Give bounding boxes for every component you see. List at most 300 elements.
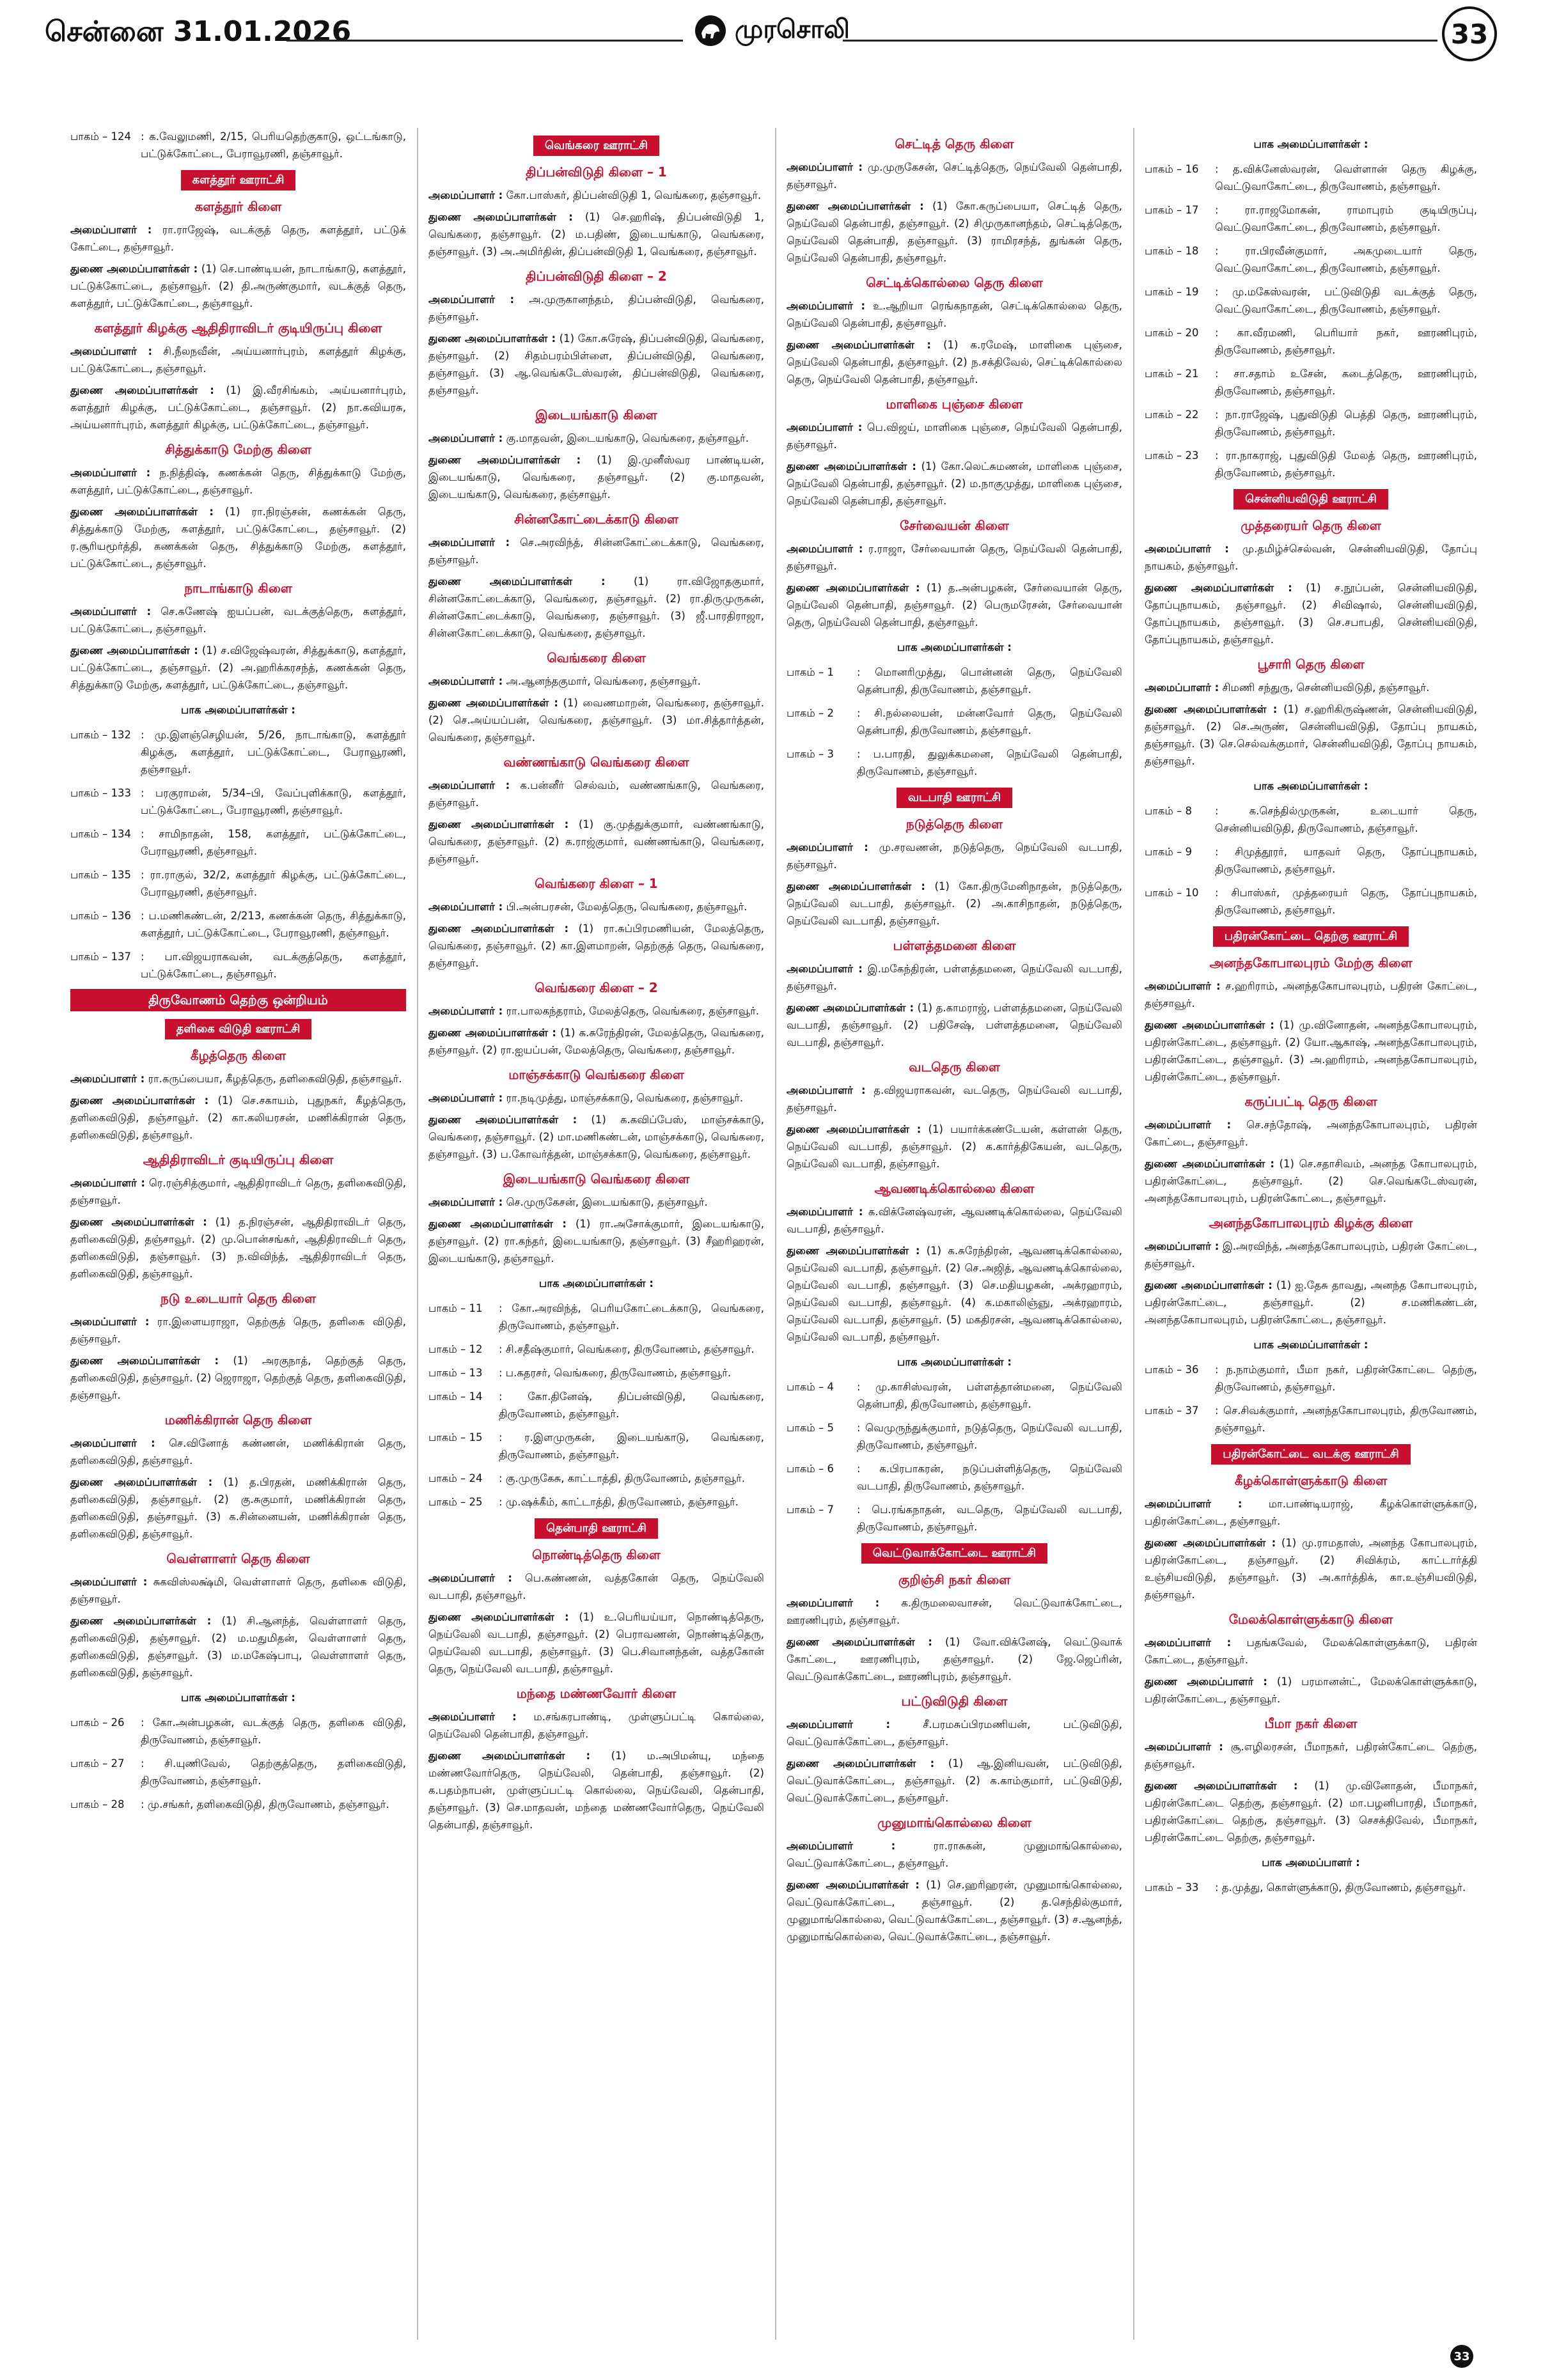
booth-number: பாகம் – 26 <box>70 1716 125 1729</box>
booth-number: பாகம் – 11 <box>428 1302 483 1314</box>
member-entry <box>787 297 1122 332</box>
member-details: (1) த.அன்பழகன், சேர்வையான் தெரு, நெய்வேலி தென்பாதி, தஞ்சாவூர். (2) பெருமரேசன், சேர்வையான் தெரு, நெய்வேலி தென்பாதி, தஞ்சாவூர். <box>787 582 1122 628</box>
booth-entry <box>787 704 1122 739</box>
member-entry <box>787 336 1122 388</box>
booth-number: பாகம் – 124 <box>70 130 131 143</box>
booth-agent-details: : கோ.அன்பழகன், வடக்குத் தெரு, தளிகை விடுதி, திருவோணம், தஞ்சாவூர். <box>141 1716 406 1746</box>
booth-section-label: பாக அமைப்பாளர்கள் : <box>1253 780 1368 792</box>
masthead <box>0 0 1543 64</box>
booth-entry <box>1145 324 1477 359</box>
panchayat-heading-text: வடபாதி ஊராட்சி <box>897 788 1012 808</box>
member-entry <box>428 1708 764 1743</box>
member-details: (1) செ.சதாசிவம், அனந்த கோபாலபுரம், பதிரன்கோட்டை, தஞ்சாவூர். (2) செ.வெங்கடேஸ்வரன், அனந்தகோபாலபுரம், பதிரன்கோட்டை, தஞ்சாவூர். <box>1145 1158 1477 1204</box>
role-label: அமைப்பாளர் : <box>1145 1240 1219 1252</box>
member-entry <box>70 1092 406 1144</box>
panchayat-heading <box>428 1518 764 1539</box>
branch-heading: மணிக்கிரான் தெரு கிளை <box>164 1412 312 1427</box>
booth-number: பாகம் – 24 <box>428 1472 483 1484</box>
member-entry <box>787 1633 1122 1685</box>
member-entry <box>428 1747 764 1833</box>
booth-entry <box>70 1755 406 1789</box>
role-label: துணை அமைப்பாளர்கள் : <box>1145 582 1292 594</box>
booth-number: பாகம் – 28 <box>70 1798 125 1810</box>
member-details: ரா.பாலகந்தராம், மேலத்தெரு, வெங்கரை, தஞ்சாவூர். <box>506 1005 760 1017</box>
member-details: (1) பயார்க்கண்டேயன், கள்ளன் தெரு, நெய்வேலி வடபாதி, தஞ்சாவூர். (2) க.கார்த்திகேயன், வடதெரு, நெய்வேலி வடபாதி, தஞ்சாவூர். <box>787 1123 1122 1170</box>
role-label: துணை அமைப்பாளர்கள் : <box>70 384 214 396</box>
booth-number: பாகம் – 1 <box>787 666 834 678</box>
member-details: ர.ராஜா, சேர்வையான் தெரு, நெய்வேலி தென்பாதி, தஞ்சாவூர். <box>787 543 1122 572</box>
panchayat-heading <box>787 1543 1122 1564</box>
role-label: துணை அமைப்பாளர்கள் : <box>1145 1279 1273 1291</box>
member-entry <box>70 1435 406 1469</box>
member-details: அ.ஆனந்தகுமார், வெங்கரை, தஞ்சாவூர். <box>506 675 701 687</box>
union-heading: திருவோணம் தெற்கு ஒன்றியம் <box>70 989 406 1011</box>
member-entry <box>428 1215 764 1267</box>
booth-number: பாகம் – 27 <box>70 1757 125 1769</box>
member-details: க.பன்னீர் செல்வம், வண்ணங்காடு, வெங்கரை, தஞ்சாவூர். <box>428 779 764 809</box>
booth-agent-details: : சா.சதாம் உசேன், கடைத்தெரு, ஊரணிபுரம், திருவோணம், தஞ்சாவூர். <box>1215 368 1477 397</box>
member-details: (1) க.சுரேந்திரன், மேலத்தெரு, வெங்கரை, தஞ்சாவூர். (2) ரா.ஐயப்பன், மேலத்தெரு, வெங்கரை, தஞ்சாவூர். <box>428 1027 764 1056</box>
member-details: (1) இ.வீரசிங்கம், அய்யனார்புரம், களத்தூர் கிழக்கு, பட்டுக்கோட்டை, தஞ்சாவூர். (2) நா.கவியரசு, அய்யனார்புரம், களத்தூர் கிழக்கு, பட்டுக்கோட்டை, தஞ்சாவூர். <box>70 384 406 431</box>
booth-entry <box>1145 406 1477 440</box>
booth-agent-details: : வெமுருந்துக்குமார், நடுத்தெரு, நெய்வேலி வடபாதி, திருவோணம், தஞ்சாவூர். <box>857 1422 1122 1451</box>
member-entry <box>1145 977 1477 1012</box>
booth-number: பாகம் – 33 <box>1145 1881 1199 1894</box>
member-entry <box>428 430 764 447</box>
role-label: அமைப்பாளர் : <box>428 1711 517 1723</box>
issue-date: சென்னை 31.01.2026 <box>45 15 352 48</box>
member-details: (1) ரா.சுப்பிரமணியன், மேலத்தெரு, வெங்கரை, தஞ்சாவூர். (2) கா.இளமாறன், தெற்குத் தெரு, வெங்கரை, தஞ்சாவூர். <box>428 922 764 969</box>
booth-agent-details: : ரா.நாகராஜ், புதுவிடுதி மேலத் தெரு, ஊரணிபுரம், திருவோணம், தஞ்சாவூர். <box>1215 449 1477 479</box>
booth-agent-details: : கு.முருகேசு, காட்டாத்தி, திருவோணம், தஞ்சாவூர். <box>499 1472 745 1484</box>
role-label: அமைப்பாளர் : <box>428 1572 512 1584</box>
member-entry <box>787 999 1122 1051</box>
member-details: இ.அரவிந்த், அனந்தகோபாலபுரம், பதிரன் கோட்டை, தஞ்சாவூர். <box>1145 1240 1477 1270</box>
member-details: ரா.நடிமுத்து, மாஞ்சக்காடு, வெங்கரை, தஞ்சாவூர். <box>506 1092 744 1104</box>
booth-entry <box>1145 802 1477 837</box>
member-details: ரெ.ரஞ்சித்குமார், ஆதிதிராவிடர் தெரு, தளிகைவிடுதி, தஞ்சாவூர். <box>70 1177 406 1206</box>
booth-section-label: பாக அமைப்பாளர் : <box>1262 1856 1360 1869</box>
booth-entry <box>70 866 406 901</box>
booth-number: பாகம் – 5 <box>787 1422 834 1434</box>
masthead-rule-right <box>843 40 1437 42</box>
member-entry <box>787 960 1122 995</box>
member-details: (1) க.சுரேந்திரன், ஆவணடிக்கொல்லை, நெய்வேலி வடபாதி, தஞ்சாவூர். (2) செ.அஜித், ஆவணடிக்கொல்லை, நெய்வேலி வடபாதி, தஞ்சாவூர். (3) செ.மதியழகன், அக்ரஹாரம், நெய்வேலி வடபாதி, தஞ்சாவூர். (4) க.மகாலிஞ்ஞு, அக்ரஹாரம், நெய்வேலி வடபாதி, தஞ்சாவூர். (5) மகதிரசன், ஆவணடிக்கொல்லை, நெய்வேலி வடபாதி, தஞ்சாவூர். <box>787 1245 1122 1343</box>
branch-heading: குறிஞ்சி நகர் கிளை <box>898 1572 1011 1587</box>
branch-heading: கீழத்தெரு கிளை <box>190 1048 286 1063</box>
booth-number: பாகம் – 136 <box>70 910 131 922</box>
booth-number: பாகம் – 133 <box>70 787 131 799</box>
role-label: அமைப்பாளர் : <box>70 224 152 236</box>
member-entry <box>787 878 1122 929</box>
member-entry <box>428 777 764 811</box>
booth-agent-details: : சாமிநாதன், 158, களத்தூர், பட்டுக்கோட்டை, பேராவூரணி, தஞ்சாவூர். <box>141 828 406 857</box>
booth-agent-details: : ரா.ராகுல், 32/2, களத்தூர் கிழக்கு, பட்டுக்கோட்டை, பேராவூரணி, தஞ்சாவூர். <box>141 869 406 898</box>
member-details: (1) ரா.விஜோதகுமார், சின்னகோட்டைக்காடு, வெங்கரை, தஞ்சாவூர். (2) ரா.திருமுருகன், சின்னகோட்டைக்காடு, வெங்கரை, தஞ்சாவூர். (3) ஜீ.பாரதிராஜா, சின்னகோட்டைக்காடு, வெங்கரை, தஞ்சாவூர். <box>428 575 764 639</box>
member-details: செ.வினோத் கண்ணன், மணிக்கிரான் தெரு, தளிகைவிடுதி, தஞ்சாவூர். <box>70 1437 406 1466</box>
panchayat-heading <box>1145 926 1477 947</box>
member-details: (1) ச.நூப்பன், சென்னியவிடுதி, தோப்புநாயகம், தஞ்சாவூர். (2) சிவிஷால், சென்னியவிடுதி, தோப்புநாயகம், தஞ்சாவூர். (3) செ.சபாபதி, சென்னியவிடுதி, தோப்புநாயகம், தஞ்சாவூர். <box>1145 582 1477 646</box>
member-details: க.திருமலைவாசன், வெட்டுவாக்கோட்டை, ஊரணிபுரம், தஞ்சாவூர். <box>787 1597 1122 1626</box>
booth-agent-details: : நா.ராஜேஷ், புதுவிடுதி பெத்தி தெரு, ஊரணிபுரம், திருவோணம், தஞ்சாவூர். <box>1215 408 1477 438</box>
role-label: துணை அமைப்பாளர்கள் : <box>1145 1019 1274 1031</box>
panchayat-heading-text: களத்தூர் ஊராட்சி <box>181 170 296 191</box>
member-details: (1) ஆ.இனியவன், பட்டுவிடுதி, வெட்டுவாக்கோட்டை, தஞ்சாவூர். (2) க.காம்குமார், பட்டுவிடுதி, வெட்டுவாக்கோட்டை, தஞ்சாவூர். <box>787 1757 1122 1804</box>
member-details: சிமணி சந்துரு, சென்னியவிடுதி, தஞ்சாவூர். <box>1222 681 1430 694</box>
panchayat-heading-text: சென்னியவிடுதி ஊராட்சி <box>1234 489 1388 509</box>
role-label: அமைப்பாளர் : <box>428 293 515 306</box>
member-entry <box>787 1876 1122 1945</box>
role-label: அமைப்பாளர் : <box>1145 1637 1232 1649</box>
member-entry <box>1145 1016 1477 1085</box>
branch-heading: முத்தரையர் தெரு கிளை <box>1241 518 1381 533</box>
member-entry <box>70 1213 406 1282</box>
role-label: துணை அமைப்பாளர்கள் : <box>70 263 198 275</box>
branch-heading: மாளிகை புஞ்சை கிளை <box>886 396 1023 412</box>
branch-heading: கருப்பட்டி தெரு கிளை <box>1244 1094 1377 1109</box>
branch-heading: மாஞ்சக்காடு வெங்கரை கிளை <box>508 1067 684 1082</box>
member-entry <box>787 579 1122 631</box>
booth-number: பாகம் – 18 <box>1145 245 1199 257</box>
booth-section-label: பாக அமைப்பாளர்கள் : <box>181 1692 295 1704</box>
member-entry <box>787 1121 1122 1172</box>
booth-entry <box>428 1341 764 1358</box>
role-label: துணை அமைப்பாளர்கள் : <box>70 506 214 518</box>
member-details: (1) ரா.அசோக்குமார், இடையங்காடு, தஞ்சாவூர். (2) ரா.கந்தர், இடையங்காடு, தஞ்சாவூர். (3) சீஹரிஹரன், இடையங்காடு, தஞ்சாவூர். <box>428 1218 764 1264</box>
column-divider <box>417 128 418 2340</box>
booth-entry <box>787 664 1122 698</box>
member-entry <box>1145 1116 1477 1151</box>
member-details: ரா.இளையராஜா, தெற்குத் தெரு, தளிகை விடுதி, தஞ்சாவூர். <box>70 1316 406 1345</box>
role-label: துணை அமைப்பாளர்கள் : <box>70 1615 212 1627</box>
role-label: துணை அமைப்பாளர்கள் : <box>428 697 558 709</box>
role-label: அமைப்பாளர் : <box>428 1196 503 1208</box>
branch-heading: திப்பன்விடுதி கிளை – 2 <box>526 268 667 284</box>
booth-number: பாகம் – 14 <box>428 1390 483 1403</box>
member-entry <box>428 1002 764 1020</box>
booth-agent-details: : மு.இளஞ்செழியன், 5/26, நாடாங்காடு, களத்தூர் கிழக்கு, களத்தூர், பட்டுக்கோட்டை, பேராவூரணி, தஞ்சாவூர். <box>141 729 406 775</box>
role-label: அமைப்பாளர் : <box>428 901 503 913</box>
booth-agent-details: : ரா.ராஜமோகன், ராமாபுரம் குடியிருப்பு, வெட்டுவாகோட்டை, திருவோணம், தஞ்சாவூர். <box>1215 204 1477 233</box>
role-label: துணை அமைப்பாளர்கள் : <box>70 644 198 657</box>
member-entry <box>428 898 764 915</box>
member-details: (1) க.ரமேஷ், மாளிகை புஞ்சை, நெய்வேலி தென்பாதி, தஞ்சாவூர். (2) ந.சக்திவேல், செட்டிக்கொல்லை தெரு, நெய்வேலி தென்பாதி, தஞ்சாவூர். <box>787 339 1122 385</box>
member-details: க.விக்னேஷ்வரன், ஆவணடிக்கொல்லை, நெய்வேலி வடபாதி, தஞ்சாவூர். <box>787 1206 1122 1235</box>
branch-heading: கீழக்கொள்ளுக்காடு கிளை <box>1234 1473 1388 1488</box>
booth-entry <box>787 1419 1122 1454</box>
role-label: துணை அமைப்பாளர்கள் : <box>428 1611 569 1623</box>
branch-heading: அனந்தகோபாலபுரம் மேற்கு கிளை <box>1209 955 1413 970</box>
booth-number: பாகம் – 134 <box>70 828 131 840</box>
booth-number: பாகம் – 8 <box>1145 805 1192 817</box>
booth-number: பாகம் – 25 <box>428 1496 483 1508</box>
branch-heading: நடுத்தெரு கிளை <box>905 816 1003 832</box>
booth-agent-details: : மொனரிமுத்து, பொன்னன் தெரு, நெய்வேலி தென்பாதி, திருவோணம், தஞ்சாவூர். <box>857 666 1122 696</box>
booth-section-label: பாக அமைப்பாளர்கள் : <box>1253 1339 1368 1351</box>
booth-section-label: பாக அமைப்பாளர்கள் : <box>897 641 1012 653</box>
booth-number: பாகம் – 135 <box>70 869 131 881</box>
member-details: (1) செ.சகாயம், புதுநகர், கீழத்தெரு, தளிகைவிடுதி, தஞ்சாவூர். (2) கா.கலியரசன், மணிக்கிரான் தெரு, தளிகைவிடுதி, தஞ்சாவூர். <box>70 1094 406 1141</box>
branch-heading: பூசாரி தெரு கிளை <box>1257 657 1365 672</box>
member-entry <box>70 1573 406 1608</box>
booth-agent-details: : க.வேலுமணி, 2/15, பெரியதெற்குகாடு, ஒட்டங்காடு, பட்டுக்கோட்டை, பேராவூரணி, தஞ்சாவூர். <box>141 130 406 160</box>
booth-entry <box>428 1364 764 1381</box>
branch-heading: களத்தூர் கிளை <box>194 199 282 214</box>
member-details: (1) உ.பெரியய்யா, நொண்டித்தெரு, நெய்வேலி வடபாதி, தஞ்சாவூர். (2) பெராவணன், நொண்டித்தெரு, நெய்வேலி வடபாதி, தஞ்சாவூர். (3) பெ.சிவானந்தன், வத்தகோன் தெரு, நெய்வேலி வடபாதி, தஞ்சாவூர். <box>428 1611 764 1675</box>
booth-entry <box>1145 447 1477 481</box>
booth-agent-details: : மு.மகேஸ்வரன், பட்டுவிடுதி வடக்குத் தெரு, வெட்டுவாகோட்டை, திருவோணம், தஞ்சாவூர். <box>1215 286 1477 315</box>
member-entry <box>428 673 764 690</box>
booth-agent-details: : சிமுத்தூரர், யாதவர் தெரு, தோப்புநாயகம், திருவோணம், தஞ்சாவூர். <box>1215 846 1477 875</box>
booth-entry <box>70 907 406 942</box>
panchayat-heading-text: பதிரன்கோட்டை வடக்கு ஊராட்சி <box>1211 1444 1411 1465</box>
role-label: துணை அமைப்பாளர்கள் : <box>787 880 925 892</box>
member-entry <box>1145 1534 1477 1603</box>
role-label: அமைப்பாளர் : <box>428 779 510 791</box>
role-label: அமைப்பாளர் : <box>428 189 503 201</box>
member-entry <box>428 1608 764 1677</box>
booth-entry <box>787 745 1122 780</box>
booth-number: பாகம் – 6 <box>787 1463 834 1475</box>
booth-agent-details: : ப.மணிகண்டன், 2/213, கணக்கன் தெரு, சித்துக்காடு, களத்தூர், பட்டுக்கோட்டை, பேராவூரணி, தஞ்சாவூர். <box>141 910 406 939</box>
branch-heading: சித்துக்காடு மேற்கு கிளை <box>165 442 311 457</box>
column-2 <box>428 128 764 2333</box>
branch-heading: களத்தூர் கிழக்கு ஆதிதிராவிடர் குடியிருப்பு கிளை <box>94 320 382 336</box>
role-label: அமைப்பாளர் : <box>70 1073 145 1085</box>
booth-entry <box>1145 884 1477 919</box>
branch-heading: ஆதிதிராவிடர் குடியிருப்பு கிளை <box>143 1152 334 1167</box>
member-details: (1) த.நிரஞ்சன், ஆதிதிராவிடர் தெரு, தளிகைவிடுதி, தஞ்சாவூர். (2) மு.பொன்சங்கர், ஆதிதிராவிடர் தெரு, தளிகைவிடுதி, தஞ்சாவூர். (3) ந.விவிந்த், ஆதிதிராவிடர் தெரு, தளிகைவிடுதி, தஞ்சாவூர். <box>70 1216 406 1280</box>
booth-agent-details: : மு.சங்கர், தளிகைவிடுதி, திருவோணம், தஞ்சாவூர். <box>141 1798 389 1810</box>
booth-entry <box>428 1300 764 1334</box>
member-entry <box>1145 1777 1477 1846</box>
booth-section-label: பாக அமைப்பாளர்கள் : <box>181 704 295 716</box>
branch-heading: வடதெரு கிளை <box>909 1059 1000 1075</box>
role-label: துணை அமைப்பாளர் : <box>1145 1676 1268 1688</box>
column-3 <box>787 128 1122 2333</box>
member-details: (1) மு.ராமதாஸ், அனந்த கோபாலபுரம், பதிரன்கோட்டை, தஞ்சாவூர். (2) சிவிக்ரம், காட்டார்த்தி உஞ்சியவிடுதி, தஞ்சாவூர். (3) அ.கார்த்திக், கா.உஞ்சியவிடுதி, தஞ்சாவூர். <box>1145 1537 1477 1601</box>
member-details: ந.நித்திஷ், கணக்கன் தெரு, சித்துக்காடு மேற்கு, களத்தூர், பட்டுக்கோட்டை, தஞ்சாவூர். <box>70 467 406 496</box>
booth-agent-details: : பெ.ரங்கநாதன், வடதெரு, நெய்வேலி வடபாதி, திருவோணம், தஞ்சாவூர். <box>857 1504 1122 1533</box>
branch-heading: சேர்வையன் கிளை <box>900 518 1009 533</box>
role-label: துணை அமைப்பாளர்கள் : <box>787 1757 935 1769</box>
member-details: (1) செ.ஹரிஹரன், முனுமாங்கொல்லை, வெட்டுவாக்கோட்டை, தஞ்சாவூர். (2) த.செந்தில்குமார், முனுமாங்கொல்லை, வெட்டுவாக்கோட்டை, தஞ்சாவூர். (3) ச.ஆனந்த், முனுமாங்கொல்லை, வெட்டுவாக்கோட்டை, தஞ்சாவூர். <box>787 1879 1122 1943</box>
member-entry <box>787 198 1122 267</box>
footer-page-number: 33 <box>1450 2345 1473 2368</box>
role-label: அமைப்பாளர் : <box>70 1177 146 1189</box>
booth-entry <box>70 1714 406 1748</box>
role-label: துணை அமைப்பாளர்கள் : <box>428 332 556 345</box>
booth-number: பாகம் – 15 <box>428 1431 483 1443</box>
member-entry <box>787 458 1122 509</box>
branch-heading: மந்தை மண்ணவோர் கிளை <box>516 1686 677 1701</box>
role-label: அமைப்பாளர் : <box>428 675 503 687</box>
member-details: (1) செ.ஹரிஷ், திப்பன்விடுதி 1, வெங்கரை, தஞ்சாவூர். (2) ம.பதிண், இடையங்காடு, வெங்கரை, தஞ்சாவூர். (3) அ.அமிர்தின், திப்பன்விடுதி 1, வெங்கரை, தஞ்சாவூர். <box>428 211 764 258</box>
booth-entry <box>1145 843 1477 878</box>
member-entry <box>1145 1738 1477 1773</box>
booth-agent-details: : கா.வீரமணி, பெரியார் நகர், ஊரணிபுரம், திருவோணம், தஞ்சாவூர். <box>1215 327 1477 356</box>
paper-name-block <box>694 12 850 50</box>
member-entry <box>787 1837 1122 1872</box>
role-label: அமைப்பாளர் : <box>787 1597 880 1609</box>
booth-agent-details: : ப.பாரதி, துலுக்கமனை, நெய்வேலி தென்பாதி, திருவோணம், தஞ்சாவூர். <box>857 748 1122 777</box>
member-entry <box>428 208 764 260</box>
branch-heading: நடு உடையார் தெரு கிளை <box>160 1291 317 1306</box>
branch-heading: முனுமாங்கொல்லை கிளை <box>877 1815 1031 1830</box>
branch-heading: வெங்கரை கிளை – 2 <box>535 980 658 995</box>
booth-section-label: பாக அமைப்பாளர்கள் : <box>1253 138 1368 150</box>
member-entry <box>428 1569 764 1604</box>
member-entry <box>428 291 764 325</box>
member-details: செ.அரவிந்த், சின்னகோட்டைக்காடு, வெங்கரை, தஞ்சாவூர். <box>428 536 764 566</box>
booth-entry <box>1145 283 1477 318</box>
role-label: அமைப்பாளர் : <box>428 1005 503 1017</box>
role-label: அமைப்பாளர் : <box>1145 543 1229 555</box>
member-details: (1) செ.பாண்டியன், நாடாங்காடு, களத்தூர், பட்டுக்கோட்டை, தஞ்சாவூர். (2) தி.அருண்குமார், வடக்குத் தெரு, களத்தூர், பட்டுக்கோட்டை, தஞ்சாவூர். <box>70 263 406 309</box>
role-label: துணை அமைப்பாளர்கள் : <box>787 339 932 351</box>
branch-heading: செட்டித் தெரு கிளை <box>895 136 1014 152</box>
booth-agent-details: : க.பிரபாகரன், நடுப்பள்ளித்தெரு, நெய்வேலி வடபாதி, திருவோணம், தஞ்சாவூர். <box>857 1463 1122 1492</box>
booth-entry <box>1145 1879 1477 1896</box>
member-entry <box>428 1089 764 1107</box>
panchayat-heading-text: தளிகை விடுதி ஊராட்சி <box>165 1019 312 1039</box>
role-label: துணை அமைப்பாளர்கள் : <box>787 582 920 594</box>
member-details: (1) கோ.திருமேனிநாதன், நடுத்தெரு, நெய்வேலி வடபாதி, தஞ்சாவூர். (2) அ.காசிநாதன், நடுத்தெரு, நெய்வேலி வடபாதி, தஞ்சாவூர். <box>787 880 1122 927</box>
role-label: அமைப்பாளர் : <box>787 1206 863 1218</box>
booth-number: பாகம் – 21 <box>1145 368 1199 380</box>
role-label: அமைப்பாளர் : <box>428 432 503 444</box>
member-details: மு.தமிழ்ச்செல்வன், சென்னியவிடுதி, தோப்பு நாயகம், தஞ்சாவூர். <box>1145 543 1477 572</box>
booth-agent-details: : மு.காசிஸ்வரன், பள்ளத்தான்மனை, நெய்வேலி தென்பாதி, திருவோணம், தஞ்சாவூர். <box>857 1381 1122 1410</box>
masthead-rule-left <box>286 40 683 42</box>
booth-number: பாகம் – 12 <box>428 1343 483 1355</box>
booth-number: பாகம் – 23 <box>1145 449 1199 462</box>
role-label: துணை அமைப்பாளர்கள் : <box>70 1476 213 1488</box>
role-label: துணை அமைப்பாளர்கள் : <box>787 1245 920 1257</box>
branch-heading: வெள்ளாளர் தெரு கிளை <box>166 1551 310 1566</box>
branch-heading: வெங்கரை கிளை – 1 <box>535 876 658 891</box>
role-label: அமைப்பாளர் : <box>70 605 152 618</box>
role-label: அமைப்பாளர் : <box>787 1718 891 1731</box>
role-label: துணை அமைப்பாளர்கள் : <box>787 1879 920 1891</box>
member-entry <box>70 642 406 694</box>
member-entry <box>787 1755 1122 1807</box>
booth-agent-details: : பா.விஜயராகவன், வடக்குத்தெரு, களத்தூர், பட்டுக்கோட்டை, தஞ்சாவூர். <box>141 951 406 980</box>
member-entry <box>787 1242 1122 1346</box>
member-entry <box>70 1474 406 1543</box>
member-entry <box>787 1082 1122 1116</box>
member-details: (1) ச.ஹரிகிருஷ்ணன், சென்னியவிடுதி, தஞ்சாவூர். (2) செ.அருண், சென்னியவிடுதி, தோப்பு நாயகம், தஞ்சாவூர். (3) செ.செல்வக்குமார், சென்னியவிடுதி, தோப்பு நாயகம், தஞ்சாவூர். <box>1145 703 1477 767</box>
panchayat-heading-text: பதிரன்கோட்டை தெற்கு ஊராட்சி <box>1213 926 1409 947</box>
branch-heading: ஆவணடிக்கொல்லை கிளை <box>874 1181 1035 1196</box>
branch-heading: நாடாங்காடு கிளை <box>184 580 292 596</box>
member-entry <box>1145 1155 1477 1207</box>
role-label: துணை அமைப்பாளர்கள் : <box>428 454 581 466</box>
member-entry <box>70 1612 406 1681</box>
branch-heading: சின்னகோட்டைக்காடு கிளை <box>514 511 678 527</box>
role-label: துணை அமைப்பாளர்கள் : <box>428 575 606 587</box>
member-details: (1) ச.விஜேஷ்வரன், சித்துக்காடு, களத்தூர், பட்டுக்கோட்டை, தஞ்சாவூர். (2) அ.ஹரிக்கரசந்த், கணக்கன் தெரு, சித்துக்காடு மேற்கு, களத்தூர், பட்டுக்கோட்டை, தஞ்சாவூர். <box>70 644 406 691</box>
member-entry <box>1145 1277 1477 1328</box>
member-entry <box>428 694 764 746</box>
member-entry <box>70 1070 406 1087</box>
booth-agent-details: : மு.ஷக்கீம், காட்டாத்தி, திருவோணம், தஞ்சாவூர். <box>499 1496 739 1508</box>
member-entry <box>787 839 1122 873</box>
role-label: அமைப்பாளர் : <box>70 1576 148 1588</box>
member-entry <box>428 1024 764 1059</box>
role-label: துணை அமைப்பாளர்கள் : <box>787 1002 914 1014</box>
member-details: பதங்கவேல், மேலக்கொள்ளுக்காடு, பதிரன் கோட்டை, தஞ்சாவூர். <box>1145 1637 1477 1666</box>
member-details: த.விஜயராகவன், வடதெரு, நெய்வேலி வடபாதி, தஞ்சாவூர். <box>787 1084 1122 1114</box>
role-label: அமைப்பாளர் : <box>787 421 863 433</box>
member-details: (1) த.காமராஜ், பள்ளத்தமனை, நெய்வேலி வடபாதி, தஞ்சாவூர். (2) பதிசேஷ், பள்ளத்தமனை, நெய்வேலி வடபாதி, தஞ்சாவூர். <box>787 1002 1122 1048</box>
panchayat-heading <box>70 1019 406 1039</box>
booth-entry <box>70 1796 406 1813</box>
booth-entry <box>1145 201 1477 236</box>
booth-agent-details: : ப.கதரசர், வெங்கரை, திருவோணம், தஞ்சாவூர். <box>499 1367 732 1379</box>
role-label: அமைப்பாளர் : <box>1145 1498 1242 1510</box>
member-details: பெ.விஜய், மாளிகை புஞ்சை, நெய்வேலி தென்பாதி, தஞ்சாவூர். <box>787 421 1122 451</box>
booth-entry <box>787 1378 1122 1413</box>
role-label: அமைப்பாளர் : <box>787 1840 896 1852</box>
member-entry <box>787 1203 1122 1238</box>
role-label: அமைப்பாளர் : <box>787 1084 866 1096</box>
member-details: சுகவிஸ்லக்ஷ்மி, வெள்ளாளர் தெரு, தளிகை விடுதி, தஞ்சாவூர். <box>70 1576 406 1605</box>
role-label: துணை அமைப்பாளர்கள் : <box>428 922 569 935</box>
role-label: அமைப்பாளர் : <box>787 543 863 555</box>
booth-agent-details: : பரகுராமன், 5/34–பி, வேப்புளிக்காடு, களத்தூர், பட்டுக்கோட்டை, பேராவூரணி, தஞ்சாவூர். <box>141 787 406 816</box>
member-entry <box>70 260 406 312</box>
role-label: துணை அமைப்பாளர்கள் : <box>428 818 569 830</box>
booth-number: பாகம் – 4 <box>787 1381 834 1393</box>
booth-number: பாகம் – 36 <box>1145 1364 1199 1376</box>
role-label: துணை அமைப்பாளர்கள் : <box>70 1355 219 1367</box>
branch-heading: திப்பன்விடுதி கிளை – 1 <box>526 164 667 180</box>
role-label: துணை அமைப்பாளர்கள் : <box>428 211 573 223</box>
booth-entry <box>787 1460 1122 1495</box>
booth-agent-details: : சி.சதீஷ்குமார், வெங்கரை, திருவோணம், தஞ்சாவூர். <box>499 1343 755 1355</box>
branch-heading: இடையங்காடு கிளை <box>535 407 657 423</box>
role-label: துணை அமைப்பாளர்கள் : <box>428 1750 591 1762</box>
booth-section-label: பாக அமைப்பாளர்கள் : <box>897 1356 1012 1368</box>
booth-agent-details: : கோ.தினேஷ், திப்பன்விடுதி, வெங்கரை, திருவோணம், தஞ்சாவூர். <box>499 1390 764 1420</box>
member-details: ச.ஹரிராம், அனந்தகோபாலபுரம், பதிரன் கோட்டை, தஞ்சாவூர். <box>1145 980 1477 1009</box>
booth-agent-details: : ர.இளமுருகன், இடையங்காடு, வெங்கரை, திருவோணம், தஞ்சாவூர். <box>499 1431 764 1461</box>
member-entry <box>70 503 406 572</box>
member-entry <box>428 1111 764 1163</box>
role-label: துணை அமைப்பாளர்கள் : <box>787 460 916 472</box>
member-entry <box>428 451 764 503</box>
member-entry <box>70 1174 406 1209</box>
branch-heading: பீமா நகர் கிளை <box>1264 1716 1358 1731</box>
member-entry <box>1145 1673 1477 1707</box>
member-details: (1) பரமானன்ட், மேலக்கொள்ளுக்காடு, பதிரன்கோட்டை, தஞ்சாவூர். <box>1145 1676 1477 1705</box>
role-label: அமைப்பாளர் : <box>787 161 863 173</box>
booth-entry <box>428 1388 764 1422</box>
booth-number: பாகம் – 17 <box>1145 204 1199 216</box>
member-details: செ.முருகேசன், இடையங்காடு, தஞ்சாவூர். <box>506 1196 708 1208</box>
member-entry <box>787 1594 1122 1629</box>
role-label: துணை அமைப்பாளர்கள் : <box>787 1123 921 1135</box>
role-label: அமைப்பாளர் : <box>70 345 153 357</box>
member-entry <box>1145 540 1477 575</box>
role-label: அமைப்பாளர் : <box>1145 1741 1223 1753</box>
member-details: மு.சரவணன், நடுத்தெரு, நெய்வேலி வடபாதி, தஞ்சாவூர். <box>787 841 1122 871</box>
booth-entry <box>70 128 406 162</box>
member-details: ரா.ராசுகன், முனுமாங்கொல்லை, வெட்டுவாக்கோட்டை, தஞ்சாவூர். <box>787 1840 1122 1869</box>
panchayat-heading-text: வெங்கரை ஊராட்சி <box>533 136 659 156</box>
member-details: சூ.எழிலரசன், பீமாநகர், பதிரன்கோட்டை தெற்கு, தஞ்சாவூர். <box>1145 1741 1477 1770</box>
